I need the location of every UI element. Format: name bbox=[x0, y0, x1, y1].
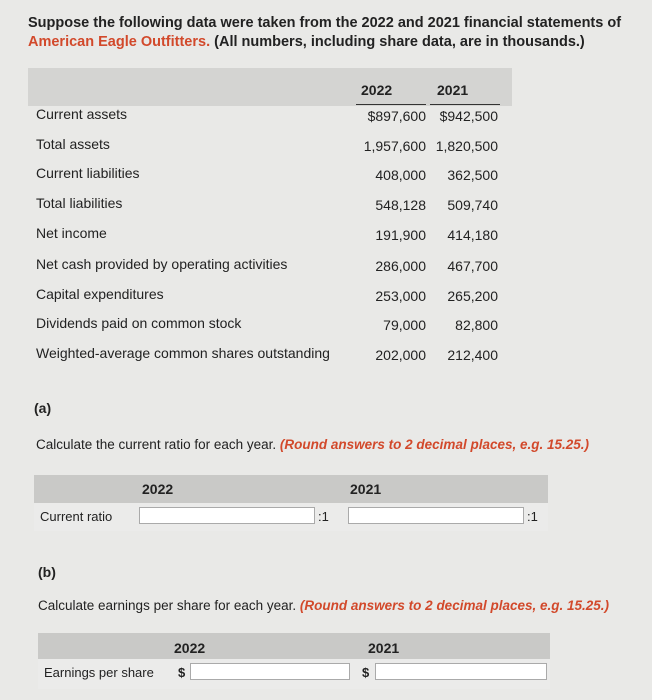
table-cell-2021: 82,800 bbox=[455, 317, 498, 333]
part-a-label: (a) bbox=[34, 400, 52, 416]
table-row-label: Dividends paid on common stock bbox=[36, 315, 242, 331]
part-a-instruction bbox=[36, 437, 589, 452]
part-b-instruction bbox=[38, 598, 609, 613]
current-ratio-2021-input[interactable] bbox=[348, 507, 524, 524]
table-cell-2022: 202,000 bbox=[375, 347, 426, 363]
ratio-suffix-2022: :1 bbox=[318, 509, 329, 524]
table-row-label: Total liabilities bbox=[36, 195, 123, 211]
table-cell-2021: $942,500 bbox=[439, 108, 498, 124]
table-cell-2022: 548,128 bbox=[375, 197, 426, 213]
part-b-label: (b) bbox=[38, 564, 56, 580]
table-cell-2022: 79,000 bbox=[383, 317, 426, 333]
part-a-rounding-note: (Round answers to 2 decimal places, e.g. 15.25.) bbox=[279, 437, 590, 452]
table-row-label: Current liabilities bbox=[36, 165, 140, 181]
currency-sign-2022: $ bbox=[178, 665, 186, 680]
table-cell-2021: 509,740 bbox=[447, 197, 498, 213]
header-underline-2022 bbox=[356, 104, 426, 105]
header-underline-2021 bbox=[430, 104, 500, 105]
column-header-2021: 2021 bbox=[437, 82, 469, 98]
eps-2022-input[interactable] bbox=[190, 663, 350, 680]
intro-text: Suppose the following data were taken from the 2022 and 2021 financial statements of bbox=[28, 15, 622, 31]
ratio-suffix-2021: :1 bbox=[527, 509, 538, 524]
table-cell-2022: 1,957,600 bbox=[363, 138, 426, 154]
table-cell-2021: 265,200 bbox=[447, 288, 498, 304]
part-b-column-2021: 2021 bbox=[368, 640, 400, 656]
table-cell-2021: 467,700 bbox=[447, 258, 498, 274]
table-cell-2021: 414,180 bbox=[447, 227, 498, 243]
intro-note: (All numbers, including share data, are in thousands.) bbox=[210, 34, 585, 50]
column-header-2022: 2022 bbox=[361, 82, 393, 98]
table-row-label: Weighted-average common shares outstanding bbox=[36, 345, 330, 361]
part-b-instruction-text: Calculate earnings per share for each year. bbox=[38, 598, 297, 613]
part-a-column-2022: 2022 bbox=[142, 481, 174, 497]
part-b-rounding-note: (Round answers to 2 decimal places, e.g. 15.25.) bbox=[299, 598, 610, 613]
part-a-column-2021: 2021 bbox=[350, 481, 382, 497]
problem-intro bbox=[28, 14, 628, 52]
eps-2021-input[interactable] bbox=[375, 663, 547, 680]
table-row-label: Total assets bbox=[36, 136, 110, 152]
current-ratio-2022-input[interactable] bbox=[139, 507, 315, 524]
current-ratio-label: Current ratio bbox=[40, 509, 113, 524]
table-cell-2021: 212,400 bbox=[447, 347, 498, 363]
part-a-header-band bbox=[34, 475, 548, 503]
table-cell-2021: 362,500 bbox=[447, 167, 498, 183]
part-a-instruction-text: Calculate the current ratio for each year. bbox=[36, 437, 277, 452]
table-row-label: Net cash provided by operating activities bbox=[36, 256, 288, 272]
eps-label: Earnings per share bbox=[44, 665, 154, 680]
table-row-label: Capital expenditures bbox=[36, 286, 164, 302]
table-cell-2021: 1,820,500 bbox=[435, 138, 498, 154]
table-cell-2022: 191,900 bbox=[375, 227, 426, 243]
table-row-label: Current assets bbox=[36, 106, 128, 122]
table-cell-2022: 408,000 bbox=[375, 167, 426, 183]
table-cell-2022: 253,000 bbox=[375, 288, 426, 304]
part-b-header-band bbox=[38, 633, 550, 659]
part-b-column-2022: 2022 bbox=[174, 640, 206, 656]
table-cell-2022: $897,600 bbox=[367, 108, 426, 124]
currency-sign-2021: $ bbox=[362, 665, 370, 680]
table-cell-2022: 286,000 bbox=[375, 258, 426, 274]
table-row-label: Net income bbox=[36, 225, 107, 241]
company-name: American Eagle Outfitters. bbox=[28, 34, 211, 50]
